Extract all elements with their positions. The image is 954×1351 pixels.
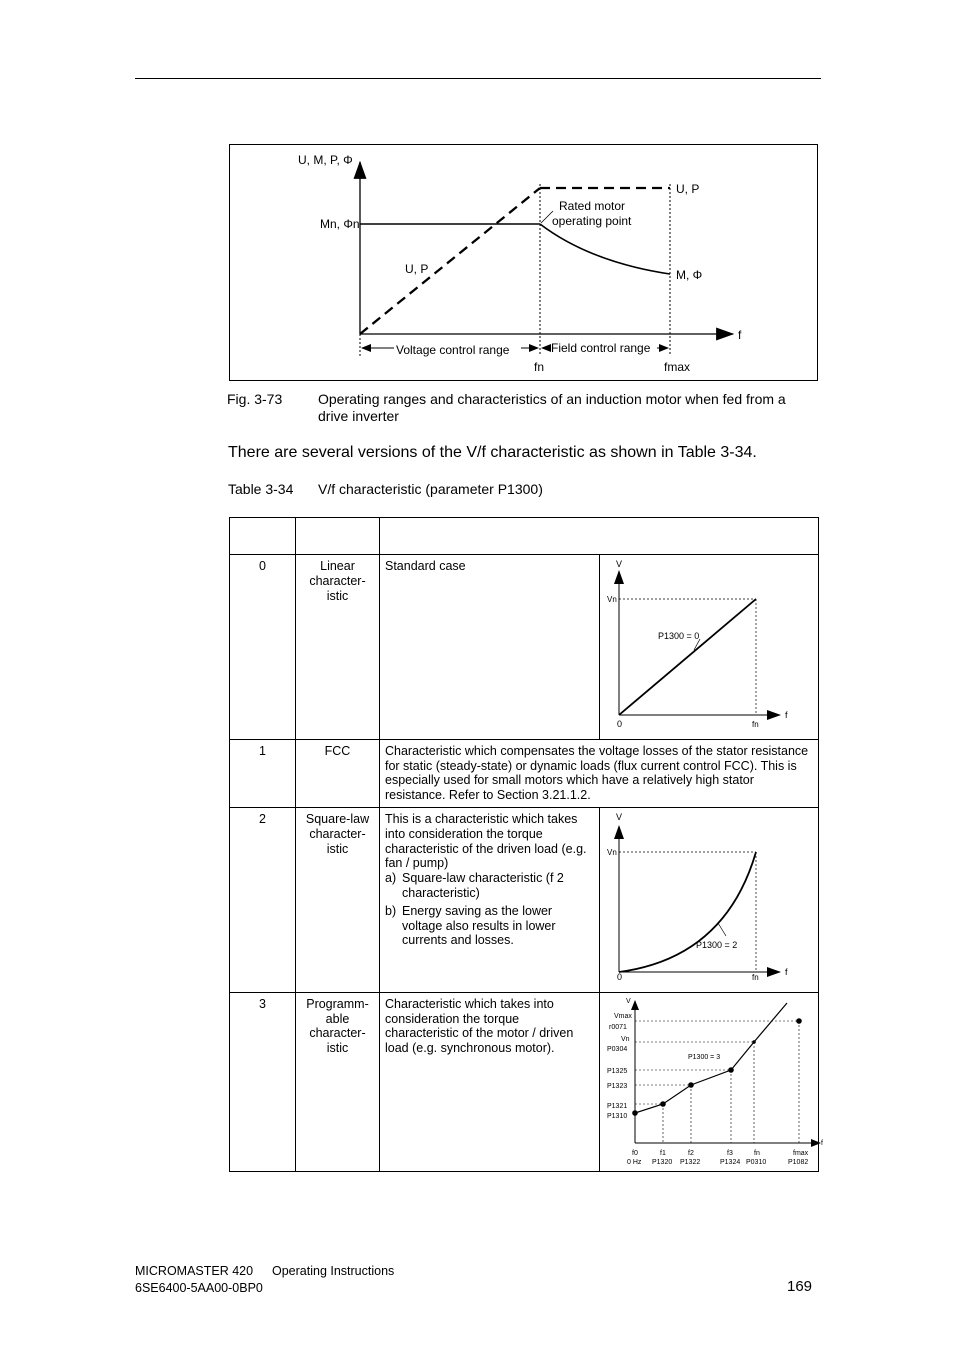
row-name: Linear character-istic (296, 555, 380, 740)
linear-fn-label: fn (751, 720, 759, 729)
table-row (230, 992, 819, 1171)
linear-zero-label: 0 (616, 719, 622, 729)
fn-label: fn (534, 360, 545, 374)
prog-fn-label: fn (753, 1149, 760, 1157)
rated-point-label-1: Rated motor (559, 199, 626, 213)
header-cell-description (380, 518, 819, 555)
prog-p1082-label: P1082 (787, 1158, 808, 1166)
table-row (230, 807, 819, 992)
list-item-label: a) (385, 871, 397, 886)
row-value: 0 (230, 555, 296, 740)
footer-doc-type: Operating Instructions (272, 1264, 395, 1278)
row-description: Standard case (380, 555, 600, 740)
up-left-label: U, P (405, 262, 429, 276)
linear-f-label: f (784, 710, 788, 720)
prog-f3-label: f3 (726, 1149, 733, 1157)
row-value: 3 (230, 992, 296, 1171)
table-row (230, 555, 819, 740)
row-name: FCC (296, 739, 380, 807)
page-number: 169 (787, 1278, 813, 1295)
figure-caption-number: Fig. 3-73 (227, 391, 283, 407)
row-description-cell (380, 807, 600, 992)
linear-vn-label: Vn (606, 595, 617, 604)
m-phi-falling-curve (540, 224, 670, 274)
square-label-leader (718, 923, 726, 936)
square-v-label: V (615, 811, 622, 822)
linear-chart-cell (599, 555, 819, 740)
prog-vmax-label: Vmax (613, 1012, 632, 1020)
fmax-label: fmax (664, 360, 691, 374)
voltage-control-range-label: Voltage control range (396, 343, 510, 357)
mn-phin-label: Mn, Φn (320, 217, 360, 231)
field-control-range-label: Field control range (551, 341, 651, 355)
square-law-characteristic-chart (600, 808, 834, 988)
prog-p0310-label: P0310 (745, 1158, 766, 1166)
table-header-row (230, 518, 819, 555)
row-name: Programm-able character-istic (296, 992, 380, 1171)
table-row (230, 739, 819, 807)
list-item (385, 904, 594, 948)
prog-f2-label: f2 (687, 1149, 694, 1157)
row-value: 1 (230, 739, 296, 807)
linear-curve (619, 599, 756, 715)
prog-p1321-label: P1321 (606, 1102, 627, 1110)
prog-vn-label: Vn (620, 1035, 630, 1043)
y-axis-label: U, M, P, Φ (298, 153, 353, 167)
prog-p1310-label: P1310 (606, 1112, 627, 1120)
linear-p1300-label: P1300 = 0 (657, 631, 699, 641)
table-caption-number: Table 3-34 (228, 481, 294, 497)
row-description: Characteristic which compensates the voltage losses of the stator resistance for static (steady-state) or dynamic loads (flux current control FCC). This is especially used for small motors which have a relatively high stator resistance. Refer to Section 3.21.1.2. (380, 739, 819, 807)
up-rising-curve (360, 188, 540, 334)
prog-p1322-label: P1322 (679, 1158, 700, 1166)
prog-p1324-label: P1324 (719, 1158, 740, 1166)
row-value: 2 (230, 807, 296, 992)
operating-range-figure (229, 144, 818, 381)
prog-v-label: V (625, 997, 631, 1005)
square-f-label: f (784, 966, 788, 977)
table-caption-text: V/f characteristic (parameter P1300) (318, 481, 543, 497)
list-item-label: b) (385, 903, 397, 918)
prog-p1320-label: P1320 (651, 1158, 672, 1166)
prog-fmax-label: fmax (792, 1149, 808, 1157)
header-cell-name (296, 518, 380, 555)
list-item-text: Energy saving as the lower voltage also results in lower currents and losses. (402, 903, 556, 948)
row-name: Square-law character-istic (296, 807, 380, 992)
square-p1300-label: P1300 = 2 (695, 939, 737, 950)
square-curve (619, 852, 756, 972)
prog-f-label: f (820, 1139, 823, 1147)
square-zero-label: 0 (616, 971, 622, 982)
prog-point-f0 (632, 1110, 638, 1116)
prog-point-fn (752, 1040, 756, 1044)
header-rule (135, 78, 821, 79)
prog-f1-label: f1 (659, 1149, 666, 1157)
prog-p1325-label: P1325 (606, 1067, 627, 1075)
prog-point-f3 (728, 1067, 734, 1073)
programmable-characteristic-chart (600, 993, 834, 1167)
square-law-options (385, 871, 594, 948)
up-top-label: U, P (676, 182, 700, 196)
list-item (385, 871, 594, 901)
footer-order-number: 6SE6400-5AA00-0BP0 (135, 1281, 263, 1295)
row-description: Characteristic which takes into consideration the torque characteristic of the motor / driven load (e.g. synchronous motor). (380, 992, 600, 1171)
row-description: This is a characteristic which takes into consideration the torque characteristic of the driven load (e.g. fan / pump) (385, 811, 587, 871)
prog-0hz-label: 0 Hz (626, 1158, 641, 1166)
x-axis-label: f (738, 328, 742, 342)
intro-paragraph: There are several versions of the V/f characteristic as shown in Table 3-34. (228, 444, 757, 461)
rated-point-label-2: operating point (552, 214, 632, 228)
footer-product: MICROMASTER 420 (135, 1264, 254, 1278)
prog-f0-label: f0 (631, 1149, 638, 1157)
prog-point-f2 (688, 1082, 694, 1088)
list-item-text: Square-law characteristic (f 2 characteristic) (402, 871, 564, 900)
square-chart-cell (599, 807, 819, 992)
prog-p1323-label: P1323 (606, 1082, 627, 1090)
linear-v-label: V (615, 559, 622, 569)
prog-r0071-label: r0071 (608, 1023, 627, 1031)
programmable-chart-cell (599, 992, 823, 1171)
m-phi-label: M, Φ (676, 268, 703, 282)
square-vn-label: Vn (606, 847, 617, 857)
prog-p0304-label: P0304 (606, 1045, 627, 1053)
header-cell-value (230, 518, 296, 555)
prog-p1300-label: P1300 = 3 (687, 1053, 720, 1061)
figure-caption-text: Operating ranges and characteristics of an induction motor when fed from a drive inverter (318, 391, 786, 424)
linear-characteristic-chart (600, 555, 834, 735)
square-fn-label: fn (751, 972, 759, 982)
prog-point-fmax (796, 1018, 802, 1024)
prog-point-f1 (660, 1101, 666, 1107)
vf-characteristic-table (229, 517, 823, 1172)
